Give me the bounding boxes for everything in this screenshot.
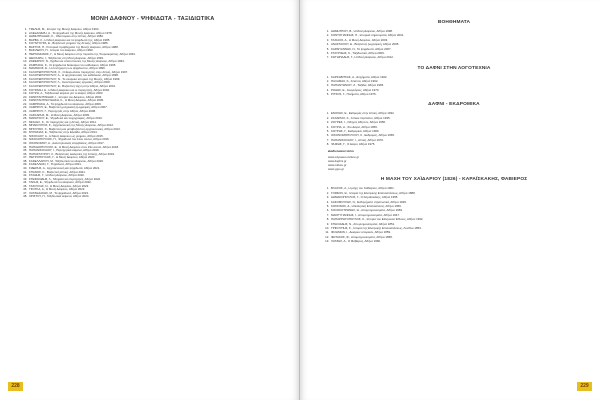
reference-entry: 1. ΕΝΟΣΗΣ, Ε., Εκδρομές στην Αττική, Αθήνα 1932.	[330, 111, 586, 115]
reference-entry: 4. ΒΑΡΒΑ, Λ., Η Μονή Δαφνίου και τα ψηφιδωτά της, Αθήνα 1985.	[28, 39, 285, 42]
reference-entry: 7. ΣΩΤΗΡΙΑΔΗΣ, Γ., Η Μονή Δαφνίου, Αθήνα 2012.	[330, 55, 586, 59]
reference-entry: 2. ΠΑΛΑΜΑΣ, Κ., Άπαντα, Αθήνα 1962.	[330, 79, 586, 83]
reference-entry: 13. ΚΑΛΟΓΕΡΟΠΟΥΛΟΣ, Χ., Οι Ευρωπαίοι περιηγητές στην Αττική, Αθήνα 1997.	[28, 71, 285, 74]
reference-entry: 13. ΧΑΤΖΗΣ, Α., Ο Φαβιέρος, Αθήνα 1960.	[330, 239, 586, 243]
reference-entry: 1. ΤΖΕΛΗΣ, Μ., Ιστορία της Μονής Δαφνίου, Αθήνα 1964.	[28, 28, 285, 31]
reference-entry: 18. ΚΟΥΡΑΚΗ, Δ., Η Μονή Δαφνίου και οι περιηγητές, Αθήνα 2002.	[28, 89, 285, 92]
section-title: ΒΟΗΘΗΜΑΤΑ	[437, 20, 471, 25]
reference-entry: 39. ΣΑΚΕΛΛΙΩΝ, Γ., Ψηφιδωτά, Αθήνα 2021.	[28, 163, 285, 166]
reference-entry: 42. ΣΤΑΘΗΣ, Γ., Η Μονή Δαφνίου, Αθήνα 2022.	[28, 174, 285, 177]
web-links-label: Διαδικτυακοί τόποι	[328, 149, 354, 154]
reference-list	[322, 75, 586, 97]
reference-entry: 28. ΜΠΑΚΟΥΡΟΣ, Σ., Αρχιτεκτονική της Μονής Δαφνίου, Αθήνα 2012.	[28, 124, 285, 127]
reference-entry: 1. ΚΑΡΚΑΒΙΤΣΑΣ, Α., Διηγήματα, Αθήνα 1922.	[330, 75, 586, 79]
reference-entry: 7. ΜΑΚΡΥΓΙΑΝΝΗΣ, Ι., Απομνημονεύματα, Αθήνα 1947.	[330, 213, 586, 217]
reference-entry: 3. ΔΗΜΗΤΡΙΑΔΗΣ, Κ., Οδοιπορικό στην Αττική, Αθήνα 1982.	[28, 35, 285, 38]
reference-entry: 35. ΠΑΠΑΝΙΚΟΛΑΟΥ, Ι., Περιηγητικά κείμενα, Αθήνα 2019.	[28, 149, 285, 152]
reference-list	[20, 28, 285, 199]
reference-entry: 6. ΣΤΑΥΡΙΔΗΣ, Κ., Ταξιδιωτικά, Αθήνα 2009.	[330, 51, 586, 55]
reference-entry: 7. ΒΑΣΙΛΕΙΟΥ, Π., Ιστορία του Δαφνίου, Αθήνα 1990.	[28, 49, 285, 52]
page-number: 229	[577, 382, 592, 391]
reference-entry: 6. ΟΙΚΟΝΟΜΟΠΟΥΛΟΥ, Σ., Εκδρομές, Αθήνα 1965.	[330, 133, 586, 137]
reference-entry: 2. ΑΛΕΞΑΝΔΡΗ, Α., Τα ψηφιδωτά της Μονής Δαφνίου, Αθήνα 1978.	[28, 32, 285, 35]
reference-entry: 27. ΜΙΧΑΗΛ, Κ., Οι περιηγητές και η Αττική, Αθήνα 2011.	[28, 121, 285, 124]
reference-entry: 5. ΚΟΚΚΙΝΟΣ, Δ., Η Ελληνική Επανάστασις, Αθήνα 1956.	[330, 204, 586, 208]
reference-entry: 16. ΚΑΛΟΓΕΡΟΠΟΥΛΟΥ, Λ., Αναστηλωτικές εργασίες, Αθήνα 2000.	[28, 81, 285, 84]
reference-entry: 24. ΛΑΜΠΡΟΥ, Γ., Περιηγητές στην Αθήνα, Αθήνα 2008.	[28, 110, 285, 113]
reference-entry: 6. ΒΑΣΤΟΣ, Π., Κτιτορικά προβλήματα της Μονής Δαφνίου, Αθήνα 1988.	[28, 46, 285, 49]
reference-entry: 7. ΠΑΠΑΝΙΚΟΛΑΟΥ, Ι., Αττική, Αθήνα 1970.	[330, 138, 586, 142]
reference-entry: 6. ΚΟΛΟΚΟΤΡΩΝΗΣ, Θ., Απομνημονεύματα, Αθήνα 1969.	[330, 208, 586, 212]
reference-entry: 20. ΚΩΝΣΤΑΝΤΙΝΙΔΗΣ, Ι., Ιστορία του Δαφνίου, Αθήνα 2004.	[28, 96, 285, 99]
reference-list	[322, 29, 586, 60]
reference-entry: 47. ΧΑΤΖΗΔΑΚΗΣ, Μ., Τα ψηφιδωτά, Αθήνα 2023.	[28, 192, 285, 195]
reference-entry: 4. ΚΑΣΟΜΟΥΛΗΣ, Ν., Ενθυμήματα στρατιωτικά, Αθήνα 1939.	[330, 200, 586, 204]
reference-entry: 34. ΠΑΠΑΔΟΠΟΥΛΟΣ, Ε., Η Μονή Δαφνίου στον 19ο αιώνα, Αθήνα 2018.	[28, 146, 285, 149]
reference-entry: 5. ΚΟΥΡΗΣ, Γ., Εκδρομικά, Αθήνα 1960.	[330, 129, 586, 133]
reference-entry: 23. ΛΑΜΠΡΟΥ, Ε., Βυζαντινή μνημειακή ζωγραφική, Αθήνα 2007.	[28, 106, 285, 109]
reference-entry: 8. ΠΑΠΑΡΡΗΓΟΠΟΥΛΟΣ, Κ., Ιστορία του Ελληνικού Έθνους, Αθήνα 1932.	[330, 217, 586, 221]
reference-entry: 15. ΚΑΛΟΓΕΡΟΠΟΥΛΟΥ, Ν., Το σεισμικό ιστορικό της Μονής, Αθήνα 1999.	[28, 78, 285, 81]
page-title: ΜΟΝΗ ΔΑΦΝΟΥ - ΨΗΦΙΔΩΤΑ - ΤΑΞΙΔΙΩΤΙΚΑ	[90, 16, 215, 22]
reference-entry: 2. ΖΑΧΑΡΙΑΣ, Κ., Αττικοί περίπατοι, Αθήνα 1935.	[330, 116, 586, 120]
section-title: ΔΑΦΝΙ - ΕΚΔΡΟΜΙΚΑ	[428, 102, 480, 108]
section-title: Η ΜΑΧΗ ΤΟΥ ΧΑΪΔΑΡΙΟΥ (1826) - ΚΑΡΑΪΣΚΑΚΗΣ, ΦΑΒΙΕΡΟΣ	[380, 177, 528, 183]
reference-entry: 21. ΚΩΝΣΤΑΝΤΙΝΟΥΔΑΚΗ, Κ., Η Μονή Δαφνίου, Αθήνα 2005.	[28, 99, 285, 102]
reference-entry: 12. ΜΑΜΑΚΟΣ, Ε., Η συντήρηση των ψηφιδωτών, Αθήνα 1996.	[28, 67, 285, 70]
page-number: 228	[8, 382, 23, 391]
reference-entry: 26. ΜΑΡΑΓΚΟΥ, Ε., Ψηφιδωτά και τοιχογραφίες, Αθήνα 2010.	[28, 117, 285, 120]
reference-entry: 11. ΦΙΛΗΜΩΝ, Ι., Δοκίμιον ιστορικόν, Αθήνα 1859.	[330, 230, 586, 234]
reference-entry: 1. ΒΛΑΧΟΣ, Α., Η μάχη του Χαϊδαρίου, Αθήνα 1901.	[330, 186, 586, 190]
reference-entry: 3. ΖΟΥΡΕΣ, Ι., Οδηγός Αθηνών, Αθήνα 1950.	[330, 120, 586, 124]
reference-entry: 4. ΡΟΔΗΣ, Ε., Αναμνήσεις, Αθήνα 1970.	[330, 88, 586, 92]
reference-entry: 2. ΓΟΡΔΟΝ, Θ., Ιστορία της Ελληνικής Επαναστάσεως, Αθήνα 1888.	[330, 191, 586, 195]
reference-entry: 12. ΦΩΤΑΚΟΣ, Φ., Απομνημονεύματα, Αθήνα 1858.	[330, 235, 586, 239]
right-page	[300, 0, 600, 400]
web-link[interactable]: www.odysseus.culture.gr	[328, 154, 359, 159]
reference-entry: 29. ΜΠΟΥΡΑΣ, Χ., Βυζαντινή και μεταβυζαντινή αρχιτεκτονική, Αθήνα 2013.	[28, 128, 285, 131]
reference-entry: 46. ΤΣΟΓΚΑ, Α., Η Μονή Δαφνίου, Αθήνα 2023.	[28, 188, 285, 191]
reference-entry: 32. ΝΙΚΟΛΟΠΟΥΛΟΣ, Π., Ψηφιδωτά του 11ου αιώνα, Αθήνα 2016.	[28, 138, 285, 141]
reference-entry: 37. ΠΕΤΡΟΠΟΥΛΟΣ, Γ., Η Μονή Δαφνίου, Αθήνα 2020.	[28, 156, 285, 159]
reference-entry: 5. ΡΙΤΣΟΣ, Γ., Ποιήματα, Αθήνα 1975.	[330, 92, 586, 96]
reference-entry: 44. ΤΑΚΗΣ, Ε., Ψηφιδωτά του Δαφνίου, Αθήνα 2022.	[28, 181, 285, 184]
web-links	[328, 149, 586, 171]
reference-entry: 30. ΜΥΡΩΝΑΣ, Ε., Ταξιδιώτες στην Ελλάδα, Αθήνα 2014.	[28, 131, 285, 134]
right-page-content	[322, 14, 586, 386]
reference-entry: 11. ΖΑΜΠΑΚΗ, Κ., Οι ψηφιδωτοί διάκοσμοι του καθολικού, Αθήνα 1995.	[28, 64, 285, 67]
reference-entry: 10. ΤΡΙΚΟΥΠΗΣ, Σ., Ιστορία της Ελληνικής Επαναστάσεως, Λονδίνο 1853.	[330, 226, 586, 230]
reference-list	[322, 186, 586, 243]
reference-entry: 48. ΧΡΙΣΤΟΥ, Π., Ταξιδιωτικά κείμενα, Αθήνα 2024.	[28, 195, 285, 198]
reference-entry: 45. ΤΑΣΟΥΛΑΣ, Ν., Η Μονή Δαφνίου, Αθήνα 2023.	[28, 185, 285, 188]
reference-entry: 25. ΛΑΣΚΑΡΗΣ, Μ., Η Μονή Δαφνίου, Αθήνα 2009.	[28, 114, 285, 117]
reference-entry: 38. ΣΑΚΕΛΛΑΡΙΟΥ, Μ., Ταξιδιωτικά του Δαφνίου, Αθήνα 2020.	[28, 160, 285, 163]
web-link[interactable]: www.culture.gr	[328, 162, 347, 167]
reference-entry: 1. ΔΗΜΗΤΡΙΟΥ, Β., Η Μονή Δαφνίου, Αθήνα 1998.	[330, 29, 586, 33]
reference-entry: 31. ΝΙΚΟΛΑΟΥ, Α., Η Μονή Δαφνίου ως μνημείο, Αθήνα 2015.	[28, 135, 285, 138]
reference-entry: 19. ΚΟΥΡΗ, Α., Ταξιδιωτικά κείμενα για το Δαφνί, Αθήνα 2003.	[28, 92, 285, 95]
reference-entry: 8. ΠΕΡΓΑΜΗΝΟΣ, Γ., Η Μονή Δαφνίου στην περίοδο της Τουρκοκρατίας, Αθήνα 1991.	[28, 53, 285, 56]
web-link[interactable]: www.yppo.gr	[328, 167, 345, 172]
reference-entry: 5. ΚΟΥΝΤΟΥΡΑ, Ε., Βυζαντινά μνημεία της Αττικής, Αθήνα 1986.	[28, 42, 285, 45]
reference-entry: 9. ΣΠΗΛΙΑΔΗΣ, Ν., Απομνημονεύματα, Αθήνα 1851.	[330, 222, 586, 226]
reference-entry: 8. ΨΗΦΗΣ, Γ., Ο Δαφνί, Αθήνα 1975.	[330, 142, 586, 146]
reference-entry: 41. ΣΠΑΝΟΣ, Κ., Βυζαντινή Αττική, Αθήνα 2021.	[28, 171, 285, 174]
left-page-content	[20, 14, 285, 386]
reference-entry: 36. ΠΑΠΑΣΤΑΥΡΟΥ, Σ., Βυζαντινές εκκλησίες της Αττικής, Αθήνα 2019.	[28, 153, 285, 156]
reference-entry: 10. ΖΑΦΕΙΡΙΟΥ, Ν., Σχέδια και αποτυπώσεις της Μονής Δαφνίου, Αθήνα 1994.	[28, 60, 285, 63]
reference-entry: 22. ΛΑΜΠΡΑΚΗ, Α., Τα ψηφιδωτά του Δαφνίου, Αθήνα 2006.	[28, 103, 285, 106]
reference-entry: 33. ΟΙΚΟΝΟΜΟΥ, Α., Αναστηλωτικές επεμβάσεις, Αθήνα 2017.	[28, 142, 285, 145]
reference-entry: 40. ΣΙΔΕΡΗΣ, Α., Αρχιτεκτονική και ψηφιδωτά, Αθήνα 2021.	[28, 167, 285, 170]
reference-entry: 5. ΚΑΡΑΓΙΑΝΝΗΣ, Ν., Τα ψηφιδωτά, Αθήνα 2007.	[330, 47, 586, 51]
section-title: ΤΟ ΔΑΦΝΙ ΣΤΗΝ ΛΟΓΟΤΕΧΝΙΑ	[417, 65, 491, 71]
reference-entry: 17. ΚΑΛΟΓΕΡΟΠΟΥΛΟΥ, Ε., Βυζαντινή τέχνη στην Αθήνα, Αθήνα 2001.	[28, 85, 285, 88]
reference-entry: 4. ΚΟΥΡΙΑ, Α., Στο Δαφνί, Αθήνα 1956.	[330, 125, 586, 129]
reference-entry: 14. ΚΑΛΟΓΕΡΟΠΟΥΛΟΥ, Α., Η αρχιτεκτονική του καθολικού, Αθήνα 1998.	[28, 74, 285, 77]
reference-entry: 3. ΤΑΧΙΑΟΣ, Α., Η Μονή Δαφνίου, Αθήνα 2003.	[330, 38, 586, 42]
reference-entry: 2. ΚΟΝΤΟΓΙΑΝΝΗΣ, Π., Ιστορικά σημειώματα, Αθήνα 2001.	[330, 33, 586, 37]
reference-entry: 4. ΑΝΑΣΤΑΣΙΟΥ, Ε., Βυζαντινή ζωγραφική, Αθήνα 2005.	[330, 42, 586, 46]
reference-entry: 9. ΘΕΟΧΑΡΗ, Ι., Ταξιδιώτες στη Μονή Δαφνίου, Αθήνα 1993.	[28, 57, 285, 60]
reference-list	[322, 111, 586, 146]
reference-entry: 43. ΣΤΕΦΑΝΙΔΗΣ, Λ., Μνημεία και περιηγητές, Αθήνα 2022.	[28, 178, 285, 181]
reference-entry: 3. ΔΗΜΑΚΟΠΟΥΛΟΣ, Γ., Ο Καραϊσκάκης, Αθήνα 1955.	[330, 195, 586, 199]
web-link[interactable]: www.daphni.gr	[328, 158, 347, 163]
reference-entry: 3. ΠΑΠΑΝΤΩΝΙΟΥ, Ζ., Ταξίδια, Αθήνα 1965.	[330, 83, 586, 87]
